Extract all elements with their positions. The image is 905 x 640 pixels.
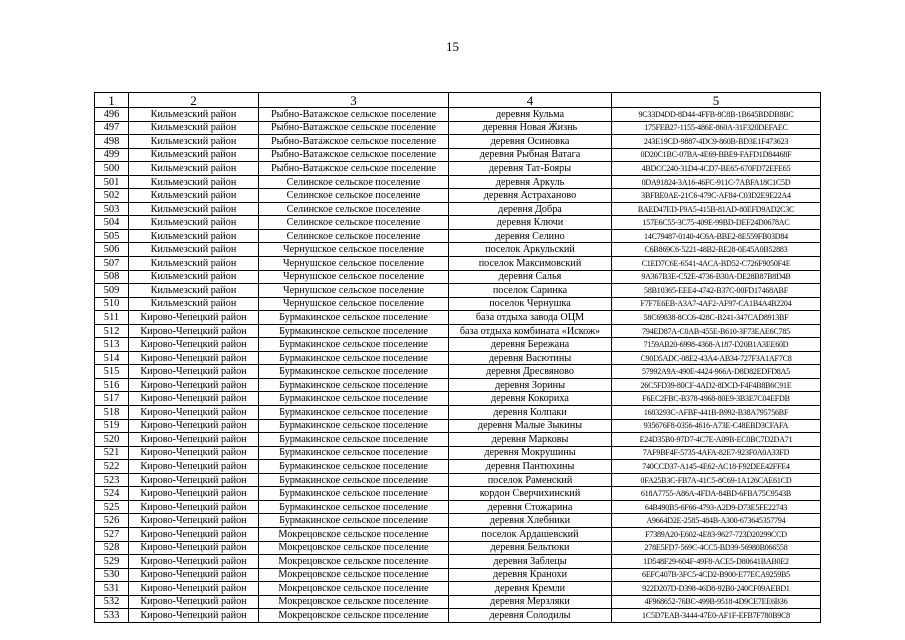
settlement-cell: Чернушское сельское поселение: [259, 243, 449, 257]
row-number-cell: 507: [95, 257, 129, 271]
row-number-cell: 501: [95, 175, 129, 189]
locality-cell: деревня Марковы: [449, 433, 612, 447]
guid-cell: 1D548F29-604F-49F8-ACE5-D80641BAB0E2: [612, 555, 821, 569]
table-row: [95, 500, 821, 514]
table-row: [95, 189, 821, 203]
district-cell: Кильмезский район: [129, 121, 259, 135]
row-number-cell: 516: [95, 378, 129, 392]
table-row: [95, 514, 821, 528]
guid-cell: 4F968652-76BC-499B-9518-4D9CE7EE6B36: [612, 595, 821, 609]
guid-cell: BAED47ED-F9A5-415B-81AD-80EFD9AD2C3C: [612, 202, 821, 216]
row-number-cell: 503: [95, 202, 129, 216]
guid-cell: A9664D2E-2585-484B-A300-673645357794: [612, 514, 821, 528]
guid-cell: 1C5D7EAB-3444-47E0-AF1F-EFB7F780B9C8: [612, 609, 821, 623]
guid-cell: 935676F8-0356-4616-A73E-C48EBD3CFAFA: [612, 419, 821, 433]
table-row: [95, 162, 821, 176]
district-cell: Кирово-Чепецкий район: [129, 568, 259, 582]
guid-cell: 7159AB20-6998-4368-A187-D20B1A3EE60D: [612, 338, 821, 352]
locality-cell: деревня Кульма: [449, 108, 612, 122]
settlement-cell: Селинское сельское поселение: [259, 175, 449, 189]
district-cell: Кирово-Чепецкий район: [129, 406, 259, 420]
settlement-cell: Рыбно-Ватажское сельское поселение: [259, 108, 449, 122]
locality-cell: деревня Дресвяново: [449, 365, 612, 379]
table-row: [95, 487, 821, 501]
table-row: [95, 365, 821, 379]
locality-cell: деревня Мерзляки: [449, 595, 612, 609]
locality-cell: деревня Кранохи: [449, 568, 612, 582]
district-cell: Кильмезский район: [129, 162, 259, 176]
table-row: [95, 541, 821, 555]
locality-cell: деревня Солодилы: [449, 609, 612, 623]
table-row: [95, 229, 821, 243]
row-number-cell: 523: [95, 473, 129, 487]
settlement-cell: Мокрецовское сельское поселение: [259, 541, 449, 555]
row-number-cell: 518: [95, 406, 129, 420]
table-row: [95, 108, 821, 122]
district-cell: Кирово-Чепецкий район: [129, 324, 259, 338]
locality-cell: деревня Стожаринa: [449, 500, 612, 514]
district-cell: Кирово-Чепецкий район: [129, 365, 259, 379]
district-cell: Кильмезский район: [129, 216, 259, 230]
row-number-cell: 496: [95, 108, 129, 122]
table-row: [95, 216, 821, 230]
settlement-cell: Рыбно-Ватажское сельское поселение: [259, 135, 449, 149]
district-cell: Кирово-Чепецкий район: [129, 500, 259, 514]
district-cell: Кильмезский район: [129, 135, 259, 149]
table-row: [95, 555, 821, 569]
settlement-cell: Чернушское сельское поселение: [259, 297, 449, 311]
district-cell: Кильмезский район: [129, 284, 259, 298]
locality-cell: деревня Мокрушины: [449, 446, 612, 460]
settlement-cell: Селинское сельское поселение: [259, 202, 449, 216]
column-header-number: 1: [95, 93, 129, 108]
district-cell: Кильмезский район: [129, 189, 259, 203]
guid-cell: C1ED7C6E-6541-4ACA-BD52-C726F9050F4E: [612, 257, 821, 271]
district-cell: Кирово-Чепецкий район: [129, 541, 259, 555]
district-cell: Кирово-Чепецкий район: [129, 338, 259, 352]
locality-cell: деревня Пантюхины: [449, 460, 612, 474]
guid-cell: 922D207D-D398-46D8-92B0-240CF09AEBD1: [612, 582, 821, 596]
table-row: [95, 202, 821, 216]
settlement-cell: Рыбно-Ватажское сельское поселение: [259, 162, 449, 176]
locality-cell: деревня Заблецы: [449, 555, 612, 569]
district-cell: Кильмезский район: [129, 270, 259, 284]
settlement-cell: Мокрецовское сельское поселение: [259, 609, 449, 623]
district-cell: Кирово-Чепецкий район: [129, 351, 259, 365]
table-row: [95, 243, 821, 257]
locality-cell: деревня Кокорихa: [449, 392, 612, 406]
guid-cell: 243E19CD-9887-4DC9-860B-BD3E1F473623: [612, 135, 821, 149]
locality-cell: база отдыха завода ОЦМ: [449, 311, 612, 325]
locality-cell: деревня Салья: [449, 270, 612, 284]
row-number-cell: 529: [95, 555, 129, 569]
district-cell: Кирово-Чепецкий район: [129, 378, 259, 392]
table-row: [95, 121, 821, 135]
column-header-district: 2: [129, 93, 259, 108]
guid-cell: 26C5FD39-80CF-4AD2-8DCD-F4F4B8B6C91E: [612, 378, 821, 392]
row-number-cell: 531: [95, 582, 129, 596]
row-number-cell: 502: [95, 189, 129, 203]
district-cell: Кирово-Чепецкий район: [129, 487, 259, 501]
locality-cell: кордон Сверчихинский: [449, 487, 612, 501]
locality-cell: поселок Раменский: [449, 473, 612, 487]
settlement-cell: Бурмакинское сельское поселение: [259, 311, 449, 325]
locality-cell: деревня Бельтюки: [449, 541, 612, 555]
locality-cell: деревня Зорины: [449, 378, 612, 392]
guid-cell: C90D5ADC-08E2-43A4-AB34-727F3A1AF7C8: [612, 351, 821, 365]
guid-cell: 58B10365-EEE4-4742-B37C-00FD17468ABF: [612, 284, 821, 298]
locality-cell: деревня Хлебники: [449, 514, 612, 528]
guid-cell: 58C69838-8CC6-428C-B241-347CAD8913BF: [612, 311, 821, 325]
table-row: [95, 609, 821, 623]
table-row: [95, 419, 821, 433]
table-row: [95, 135, 821, 149]
district-cell: Кильмезский район: [129, 202, 259, 216]
settlement-cell: Бурмакинское сельское поселение: [259, 392, 449, 406]
district-cell: Кирово-Чепецкий район: [129, 555, 259, 569]
guid-cell: F7F7E6EB-A3A7-4AF2-AF97-CA1B4A4B2204: [612, 297, 821, 311]
district-cell: Кирово-Чепецкий район: [129, 514, 259, 528]
district-cell: Кирово-Чепецкий район: [129, 609, 259, 623]
settlement-cell: Бурмакинское сельское поселение: [259, 487, 449, 501]
locality-cell: деревня Васютины: [449, 351, 612, 365]
row-number-cell: 517: [95, 392, 129, 406]
settlements-table-container: [94, 92, 820, 623]
district-cell: Кирово-Чепецкий район: [129, 460, 259, 474]
locality-cell: деревня Астраханово: [449, 189, 612, 203]
table-row: [95, 270, 821, 284]
column-header-settlement: 3: [259, 93, 449, 108]
row-number-cell: 521: [95, 446, 129, 460]
district-cell: Кильмезский район: [129, 297, 259, 311]
settlement-cell: Бурмакинское сельское поселение: [259, 365, 449, 379]
guid-cell: 1683293C-AFBF-441B-B992-B38A795756BF: [612, 406, 821, 420]
column-header-guid: 5: [612, 93, 821, 108]
locality-cell: деревня Бережана: [449, 338, 612, 352]
guid-cell: 175FEB27-1155-486E-860A-31F320DEFAEC: [612, 121, 821, 135]
settlement-cell: Бурмакинское сельское поселение: [259, 500, 449, 514]
table-row: [95, 392, 821, 406]
guid-cell: 740CCD37-A145-4E62-AC18-F92DEE42FFE4: [612, 460, 821, 474]
table-row: [95, 568, 821, 582]
locality-cell: поселок Максимовский: [449, 257, 612, 271]
settlement-cell: Мокрецовское сельское поселение: [259, 555, 449, 569]
guid-cell: 0DA91824-3A16-46FC-911C-7ABFA18C1C5D: [612, 175, 821, 189]
locality-cell: поселок Ардашевский: [449, 527, 612, 541]
district-cell: Кильмезский район: [129, 257, 259, 271]
row-number-cell: 532: [95, 595, 129, 609]
locality-cell: деревня Добра: [449, 202, 612, 216]
guid-cell: 0FA25B3C-FB7A-41C5-8C69-1A126CAE61CD: [612, 473, 821, 487]
locality-cell: база отдыха комбината «Искож»: [449, 324, 612, 338]
district-cell: Кильмезский район: [129, 175, 259, 189]
guid-cell: F7389A20-E602-4E83-9627-723D20299CCD: [612, 527, 821, 541]
row-number-cell: 506: [95, 243, 129, 257]
row-number-cell: 510: [95, 297, 129, 311]
settlement-cell: Селинское сельское поселение: [259, 216, 449, 230]
guid-cell: F6EC2FBC-B378-4968-80E9-3B3E7C04EFDB: [612, 392, 821, 406]
settlement-cell: Мокрецовское сельское поселение: [259, 582, 449, 596]
page-number: 15: [446, 39, 459, 54]
table-row: [95, 338, 821, 352]
table-header-row: [95, 93, 821, 108]
row-number-cell: 514: [95, 351, 129, 365]
settlement-cell: Мокрецовское сельское поселение: [259, 595, 449, 609]
settlement-cell: Рыбно-Ватажское сельское поселение: [259, 148, 449, 162]
guid-cell: 4BDCC240-31D4-4CD7-BE65-670FD72EFE65: [612, 162, 821, 176]
district-cell: Кирово-Чепецкий район: [129, 473, 259, 487]
row-number-cell: 522: [95, 460, 129, 474]
row-number-cell: 499: [95, 148, 129, 162]
row-number-cell: 524: [95, 487, 129, 501]
settlements-table: [94, 92, 821, 623]
settlement-cell: Бурмакинское сельское поселение: [259, 460, 449, 474]
guid-cell: 64B490B5-6F66-4793-A2D9-D73E5FE22743: [612, 500, 821, 514]
locality-cell: деревня Малые Зыкины: [449, 419, 612, 433]
row-number-cell: 504: [95, 216, 129, 230]
district-cell: Кирово-Чепецкий район: [129, 582, 259, 596]
table-row: [95, 257, 821, 271]
guid-cell: 14C79487-0140-4C6A-BBE2-8E559FB03D84: [612, 229, 821, 243]
row-number-cell: 515: [95, 365, 129, 379]
guid-cell: 57992A9A-490E-4424-966A-D8D82EDFD8A5: [612, 365, 821, 379]
guid-cell: 3BFBE0AE-21C6-479C-AF84-C03D2E9E22A4: [612, 189, 821, 203]
locality-cell: деревня Колпаки: [449, 406, 612, 420]
table-row: [95, 351, 821, 365]
district-cell: Кирово-Чепецкий район: [129, 446, 259, 460]
row-number-cell: 500: [95, 162, 129, 176]
settlement-cell: Бурмакинское сельское поселение: [259, 419, 449, 433]
guid-cell: 278E5FD7-569C-4CC5-BD39-56980B066558: [612, 541, 821, 555]
row-number-cell: 512: [95, 324, 129, 338]
table-body: [95, 108, 821, 623]
district-cell: Кирово-Чепецкий район: [129, 433, 259, 447]
row-number-cell: 519: [95, 419, 129, 433]
locality-cell: поселок Аркульский: [449, 243, 612, 257]
row-number-cell: 528: [95, 541, 129, 555]
table-row: [95, 460, 821, 474]
district-cell: Кирово-Чепецкий район: [129, 311, 259, 325]
guid-cell: 9C33D4DD-8D44-4FFB-8C8B-1B645BDDB8BC: [612, 108, 821, 122]
locality-cell: деревня Ключи: [449, 216, 612, 230]
guid-cell: C6B869C6-5221-48B2-BE28-0E45A0B52883: [612, 243, 821, 257]
table-row: [95, 297, 821, 311]
row-number-cell: 498: [95, 135, 129, 149]
row-number-cell: 508: [95, 270, 129, 284]
row-number-cell: 526: [95, 514, 129, 528]
table-row: [95, 527, 821, 541]
district-cell: Кильмезский район: [129, 148, 259, 162]
locality-cell: поселок Саринка: [449, 284, 612, 298]
district-cell: Кильмезский район: [129, 229, 259, 243]
settlement-cell: Бурмакинское сельское поселение: [259, 406, 449, 420]
district-cell: Кирово-Чепецкий район: [129, 595, 259, 609]
table-row: [95, 582, 821, 596]
district-cell: Кирово-Чепецкий район: [129, 419, 259, 433]
settlement-cell: Бурмакинское сельское поселение: [259, 351, 449, 365]
guid-cell: 0D20C1BC-07BA-4E69-BBE9-FAFD1D84468F: [612, 148, 821, 162]
district-cell: Кирово-Чепецкий район: [129, 527, 259, 541]
table-row: [95, 595, 821, 609]
row-number-cell: 509: [95, 284, 129, 298]
settlement-cell: Рыбно-Ватажское сельское поселение: [259, 121, 449, 135]
table-row: [95, 311, 821, 325]
row-number-cell: 520: [95, 433, 129, 447]
row-number-cell: 533: [95, 609, 129, 623]
settlement-cell: Бурмакинское сельское поселение: [259, 446, 449, 460]
table-row: [95, 433, 821, 447]
settlement-cell: Чернушское сельское поселение: [259, 257, 449, 271]
table-row: [95, 378, 821, 392]
column-header-locality: 4: [449, 93, 612, 108]
locality-cell: деревня Аркуль: [449, 175, 612, 189]
district-cell: Кирово-Чепецкий район: [129, 392, 259, 406]
settlement-cell: Бурмакинское сельское поселение: [259, 514, 449, 528]
table-row: [95, 446, 821, 460]
row-number-cell: 513: [95, 338, 129, 352]
locality-cell: деревня Новая Жизнь: [449, 121, 612, 135]
row-number-cell: 530: [95, 568, 129, 582]
settlement-cell: Бурмакинское сельское поселение: [259, 433, 449, 447]
settlement-cell: Мокрецовское сельское поселение: [259, 527, 449, 541]
row-number-cell: 505: [95, 229, 129, 243]
settlement-cell: Бурмакинское сельское поселение: [259, 473, 449, 487]
table-row: [95, 148, 821, 162]
locality-cell: деревня Селино: [449, 229, 612, 243]
guid-cell: 7AF9BF4F-5735-4AFA-82E7-923F0A0A33FD: [612, 446, 821, 460]
guid-cell: 618A7755-A86A-4FDA-84BD-6FBA75C9543B: [612, 487, 821, 501]
locality-cell: деревня Кремли: [449, 582, 612, 596]
table-row: [95, 324, 821, 338]
table-row: [95, 175, 821, 189]
guid-cell: 9A367B3E-C52E-4736-B30A-DE28B87B8D4B: [612, 270, 821, 284]
settlement-cell: Бурмакинское сельское поселение: [259, 324, 449, 338]
table-row: [95, 284, 821, 298]
row-number-cell: 525: [95, 500, 129, 514]
row-number-cell: 527: [95, 527, 129, 541]
settlement-cell: Селинское сельское поселение: [259, 229, 449, 243]
row-number-cell: 497: [95, 121, 129, 135]
row-number-cell: 511: [95, 311, 129, 325]
settlement-cell: Чернушское сельское поселение: [259, 270, 449, 284]
guid-cell: 157E6C55-3C75-409E-99BD-DEF24D0678AC: [612, 216, 821, 230]
locality-cell: деревня Тат-Бояры: [449, 162, 612, 176]
settlement-cell: Селинское сельское поселение: [259, 189, 449, 203]
locality-cell: деревня Осиновка: [449, 135, 612, 149]
settlement-cell: Чернушское сельское поселение: [259, 284, 449, 298]
table-row: [95, 406, 821, 420]
settlement-cell: Бурмакинское сельское поселение: [259, 338, 449, 352]
locality-cell: деревня Рыбная Ватага: [449, 148, 612, 162]
guid-cell: E24D35B0-97D7-4C7E-A09B-EC0BC7D2DA71: [612, 433, 821, 447]
settlement-cell: Мокрецовское сельское поселение: [259, 568, 449, 582]
locality-cell: поселок Чернушка: [449, 297, 612, 311]
settlement-cell: Бурмакинское сельское поселение: [259, 378, 449, 392]
district-cell: Кильмезский район: [129, 108, 259, 122]
guid-cell: 6EFC407B-3FC5-4CD2-B900-E77ECA9259B5: [612, 568, 821, 582]
table-row: [95, 473, 821, 487]
guid-cell: 794ED87A-C0AB-455E-B610-3F73EAE6C785: [612, 324, 821, 338]
district-cell: Кильмезский район: [129, 243, 259, 257]
